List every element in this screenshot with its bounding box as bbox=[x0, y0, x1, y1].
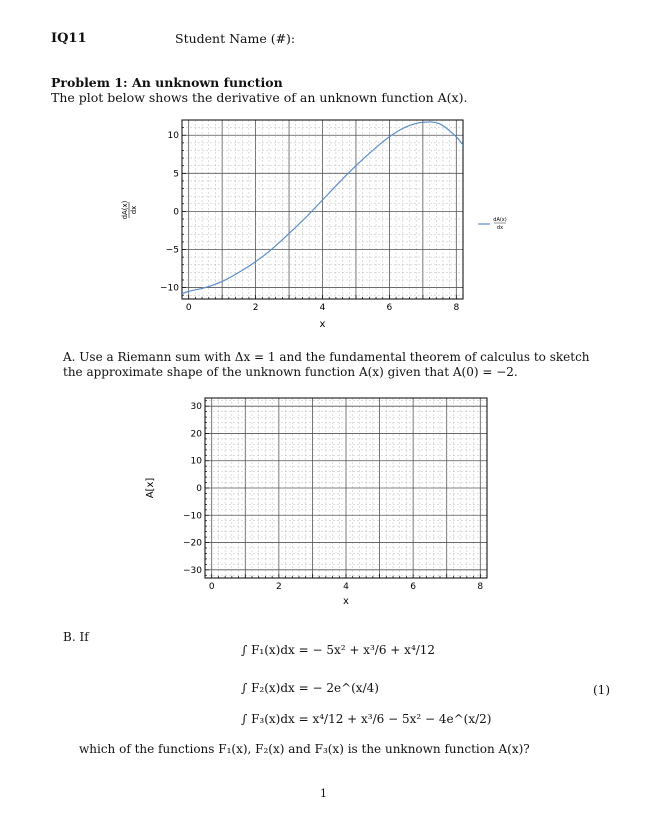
x-tick-label: 8 bbox=[477, 582, 484, 592]
question-b-label: B. If bbox=[63, 630, 89, 644]
x-tick-label: 0 bbox=[185, 303, 192, 313]
x-tick-label: 8 bbox=[453, 303, 460, 313]
derivative-legend bbox=[478, 217, 507, 231]
x-tick-label: 2 bbox=[275, 582, 282, 592]
y-tick-label: −5 bbox=[165, 245, 179, 256]
x-tick-label: 6 bbox=[386, 303, 393, 313]
x-tick-label: 4 bbox=[319, 303, 326, 313]
page-number: 1 bbox=[320, 787, 327, 800]
y-tick-label: 5 bbox=[173, 169, 179, 180]
derivative-y-axis-label bbox=[121, 200, 138, 219]
y-tick-label: 10 bbox=[190, 456, 202, 467]
question-b-text: which of the functions F₁(x), F₂(x) and F₃(x) is the unknown function A(x)? bbox=[79, 742, 530, 756]
legend-numerator: dA(x) bbox=[493, 217, 507, 223]
x-tick-label: 4 bbox=[343, 582, 349, 592]
y-tick-label: −10 bbox=[183, 511, 202, 522]
y-tick-label: −30 bbox=[183, 565, 202, 576]
y-tick-label: −20 bbox=[183, 538, 202, 549]
derivative-x-axis-label: x bbox=[319, 319, 326, 330]
y-tick-label: −10 bbox=[160, 283, 179, 294]
equation-1: ∫ F₁(x)dx = − 5x² + x³/6 + x⁴/12 bbox=[241, 643, 436, 657]
y-tick-label: 10 bbox=[167, 131, 179, 142]
equation-number: (1) bbox=[593, 683, 610, 697]
quiz-id: IQ11 bbox=[51, 31, 87, 46]
x-tick-label: 0 bbox=[208, 582, 215, 592]
x-tick-label: 2 bbox=[252, 303, 259, 313]
problem-description: The plot below shows the derivative of an unknown function A(x). bbox=[51, 90, 468, 105]
sketch-x-axis-label: x bbox=[343, 596, 349, 607]
problem-title: Problem 1: An unknown function bbox=[51, 75, 283, 90]
legend-denominator: dx bbox=[496, 225, 504, 231]
equation-2: ∫ F₂(x)dx = − 2e^(x/4) bbox=[241, 681, 379, 695]
y-tick-label: 20 bbox=[190, 429, 202, 440]
y-tick-label: 0 bbox=[196, 484, 202, 494]
y-tick-label: 30 bbox=[190, 402, 202, 413]
question-a-text: A. Use a Riemann sum with Δx = 1 and the fundamental theorem of calculus to sketch the approximate shape of the unknown function A(x) given that A(0) = −2. bbox=[63, 350, 590, 379]
derivative-chart-tick-labels bbox=[160, 131, 459, 313]
y-tick-label: 0 bbox=[173, 207, 179, 218]
derivative-chart-grid bbox=[182, 120, 463, 299]
x-tick-label: 6 bbox=[410, 582, 417, 592]
y-label-denominator: dx bbox=[130, 205, 138, 215]
student-name-label: Student Name (#): bbox=[175, 31, 296, 46]
sketch-y-axis-label: A[x] bbox=[145, 477, 156, 499]
equation-3: ∫ F₃(x)dx = x⁴/12 + x³/6 − 5x² − 4e^(x/2) bbox=[241, 712, 492, 726]
y-label-numerator: dA(x) bbox=[121, 200, 129, 220]
